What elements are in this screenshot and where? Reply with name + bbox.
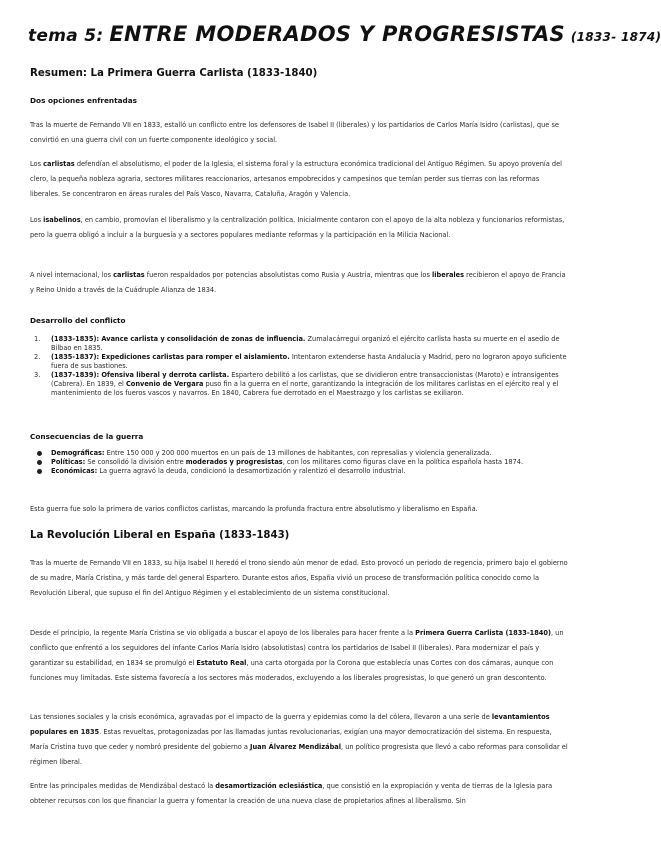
title-prefix: tema 5: <box>28 26 104 46</box>
numbered-list <box>30 335 570 398</box>
document-title <box>28 22 661 46</box>
title-main: ENTRE MODERADOS Y PROGRESISTAS <box>109 22 565 46</box>
list-item: 2. (1835-1837): Expediciones carlistas para romper el aislamiento. Intentaron extenderse hasta Andalucía y Madrid, pero no lograron apoyo suficiente fuera de sus bastiones. <box>34 353 567 370</box>
paragraph: Entre las principales medidas de Mendizábal destacó la desamortización eclesiástica, que consistió en la expropiación y venta de tierras de la Iglesia para obtener recursos con los que financiar la guerra y fomentar la creación de una nueva clase de propietarios afines al liberalismo. Sin <box>30 782 553 806</box>
list-item: Políticas: Se consolidó la división entre moderados y progresistas, con los militares como figuras clave en la política española hasta 1874. <box>30 458 570 467</box>
list-item: Demográficas: Entre 150 000 y 200 000 muertos en un país de 13 millones de habitantes, con represalias y violencia generalizada. <box>30 449 570 458</box>
list-item: 1. (1833-1835): Avance carlista y consolidación de zonas de influencia. Zumalacárregui organizó el ejército carlista hasta su muerte en el asedio de Bilbao en 1835. <box>34 335 560 352</box>
paragraph: Los isabelinos, en cambio, promovían el liberalismo y la centralización política. Inicialmente contaron con el apoyo de la alta nobleza y funcionarios reformistas, pero la guerra obligó a incluir a la burguesía y a sectores populares mediante reformas y la participación en la Milicia Nacional. <box>30 216 565 240</box>
subheading-opciones: Dos opciones enfrentadas <box>30 96 138 105</box>
paragraph: Las tensiones sociales y la crisis económica, agravadas por el impacto de la guerra y epidemias como la del cólera, llevaron a una serie de levantamientos populares en 1835. Estas revueltas, protagonizadas por las llamadas juntas revolucionarias, exigían una mayor democratización del sistema. En respuesta, María Cristina tuvo que ceder y nombró presidente del gobierno a Juan Álvarez Mendizábal, un político progresista que llevó a cabo reformas para consolidar el régimen liberal. <box>30 713 568 767</box>
bullet-icon <box>37 460 42 465</box>
paragraph: Tras la muerte de Fernando VII en 1833, estalló un conflicto entre los defensores de Isabel II (liberales) y los partidarios de Carlos María Isidro (carlistas), que se convirtió en una guerra civil con un fuerte componente ideológico y social. <box>30 121 559 145</box>
title-dates: (1833- 1874) <box>570 30 661 44</box>
subheading-desarrollo: Desarrollo del conflicto <box>30 316 126 325</box>
paragraph: Tras la muerte de Fernando VII en 1833, su hija Isabel II heredó el trono siendo aún menor de edad. Esto provocó un periodo de regencia, primero bajo el gobierno de su madre, María Cristina, y más tarde del general Espartero. Durante estos años, España vivió un proceso de transformación política conocido como la Revolución Liberal, que supuso el fin del Antiguo Régimen y el establecimiento de un sistema constitucional. <box>30 559 568 598</box>
list-item: 3. (1837-1839): Ofensiva liberal y derrota carlista. Espartero debilitó a los carlistas, que se dividieron entre transaccionistas (Maroto) e intransigentes (Cabrera). En 1839, el Convenio de Vergara puso fin a la guerra en el norte, garantizando la integración de los militares carlistas en el ejército real y el mantenimiento de los fueros vascos y navarros. En 1840, Cabrera fue derrotado en el Maestrazgo y los carlistas se exiliaron. <box>34 371 559 397</box>
section-heading-revolucion: La Revolución Liberal en España (1833-1843) <box>30 530 290 541</box>
paragraph: Los carlistas defendían el absolutismo, el poder de la Iglesia, el sistema foral y la estructura económica tradicional del Antiguo Régimen. Su apoyo provenía del clero, la pequeña nobleza agraria, sectores militares reaccionarios, artesanos empobrecidos y campesinos que temían perder sus tierras con las reformas liberales. Se concentraron en áreas rurales del País Vasco, Navarra, Cataluña, Aragón y Valencia. <box>30 160 562 199</box>
list-item: Económicas: La guerra agravó la deuda, condicionó la desamortización y ralentizó el desarrollo industrial. <box>30 467 570 476</box>
bullet-icon <box>37 469 42 474</box>
subheading-consecuencias: Consecuencias de la guerra <box>30 432 144 441</box>
bullet-list <box>30 449 570 476</box>
paragraph: Esta guerra fue solo la primera de varios conflictos carlistas, marcando la profunda fractura entre absolutismo y liberalismo en España. <box>30 505 478 513</box>
paragraph: Desde el principio, la regente María Cristina se vio obligada a buscar el apoyo de los liberales para hacer frente a la Primera Guerra Carlista (1833-1840), un conflicto que enfrentó a los seguidores del infante Carlos María Isidro (absolutistas) contra los partidarios de Isabel II (liberales). Para modernizar el país y garantizar su estabilidad, en 1834 se promulgó el Estatuto Real, una carta otorgada por la Corona que establecía unas Cortes con dos cámaras, aunque con funciones muy limitadas. Este sistema favorecía a los sectores más moderados, excluyendo a los liberales progresistas, lo que generó un gran descontento. <box>30 629 564 683</box>
paragraph: A nivel internacional, los carlistas fueron respaldados por potencias absolutistas como Rusia y Austria, mientras que los liberales recibieron el apoyo de Francia y Reino Unido a través de la Cuádruple Alianza de 1834. <box>30 271 566 295</box>
section-heading-resumen: Resumen: La Primera Guerra Carlista (1833-1840) <box>30 68 318 79</box>
bullet-icon <box>37 451 42 456</box>
